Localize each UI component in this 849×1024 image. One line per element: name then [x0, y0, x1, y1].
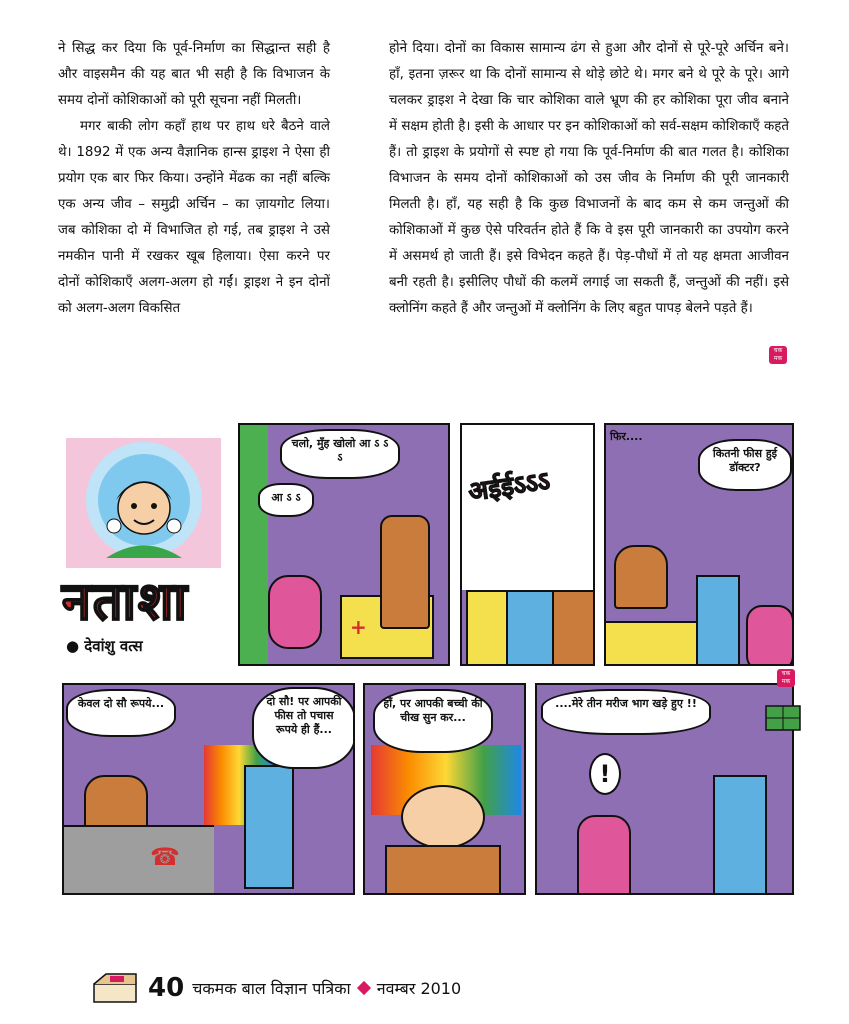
child-figure [466, 590, 508, 666]
child-figure [506, 590, 554, 666]
comic-panel-4 [62, 683, 355, 895]
dentist-figure [614, 545, 668, 609]
father-figure [713, 775, 767, 895]
scream-background [462, 425, 593, 590]
speech-bubble: चलो, मुँह खोलो आ ऽ ऽ ऽ [280, 429, 400, 479]
father-figure [244, 765, 294, 889]
natasha-figure [746, 605, 794, 666]
speech-bubble: दो सौ! पर आपकी फीस तो पचास रूपये ही हैं... [252, 687, 355, 769]
scream-text: अईईऽऽऽ [466, 466, 552, 508]
speech-bubble: आ ऽ ऽ [258, 483, 314, 517]
dentist-figure [385, 845, 501, 895]
natasha-portrait-icon [66, 438, 221, 568]
comic-panel-1 [238, 423, 450, 666]
father-figure [696, 575, 740, 666]
page-number: 40 [148, 973, 185, 1003]
speech-bubble: कितनी फीस हुई डॉक्टर? [698, 439, 792, 491]
desk [64, 825, 214, 895]
comic-panel-6 [535, 683, 794, 895]
article-column-right [389, 36, 789, 322]
caption: फिर.... [610, 430, 643, 443]
article-paragraph: होने दिया। दोनों का विकास सामान्य ढंग से हुआ और दोनों से पूरे-पूरे अर्चिन बने। हाँ, इतना ज़रूर था कि दोनों सामान्य से थोड़े छोटे थे। मगर बने थे पूरे के पूरे। आगे चलकर ड्राइश ने देखा कि चार कोशिका वाले भ्रूण की हर कोशिका पूरा जीव बनाने में सक्षम होती है। इसी के आधार पर इन कोशिकाओं को सर्व-सक्षम कोशिकाएँ कहते हैं। तो ड्राइश के प्रयोगों से स्पष्ट हो गया कि पूर्व-निर्माण की बात गलत है। कोशिका विभाजन के समय दोनों कोशिकाओं को उस जीव के निर्माण की पूरी जानकारी मिलती है। हाँ, यह सही है कि कुछ विभाजनों के बाद कम से कम जन्तुओं की कोशिकाओं में कुछ ऐसे परिवर्तन होते हैं कि वे इस पूरी जानकारी का उपयोग करने में असमर्थ हो जाती हैं। इसे विभेदन कहते हैं। पेड़-पौधों में तो यह क्षमता आजीवन बनी रहती है। इसीलिए पौधों की कलमें लगाई जा सकती हैं, जन्तुओं की नहीं। इसे क्लोनिंग कहते हैं और जन्तुओं में क्लोनिंग के लिए बहुत पापड़ बेलने पड़ते हैं। [389, 41, 789, 316]
door [240, 425, 268, 664]
comic-author: ● देवांशु वत्स [66, 637, 143, 655]
speech-bubble: केवल दो सौ रूपये... [66, 689, 176, 737]
comic-panel-3 [604, 423, 794, 666]
dentist-figure [380, 515, 430, 629]
chakmak-badge: चक मक [777, 669, 795, 687]
diamond-separator-icon [357, 981, 371, 995]
chakmak-end-badge: चक मक [769, 346, 787, 364]
article-column-left [58, 36, 330, 322]
red-cross-icon: + [350, 615, 367, 639]
article-paragraph: मगर बाकी लोग कहाँ हाथ पर हाथ धरे बैठने वाले थे। 1892 में एक अन्य वैज्ञानिक हान्स ड्राइश ने ऐसा ही प्रयोग एक बार फिर किया। उन्होंने मेंढक का नहीं बल्कि एक अन्य जीव – समुद्री अर्चिन – का ज़ायगोट लिया। जब कोशिका दो में विभाजित हो गई, तब ड्राइश ने उसे नमकीन पानी में रखकर खूब हिलाया। ऐसा करने पर दोनों कोशिकाएँ अलग-अलग हो गईं। ड्राइश ने इन दोनों को अलग-अलग विकसित [58, 119, 330, 316]
article-paragraph: ने सिद्ध कर दिया कि पूर्व-निर्माण का सिद्धान्त सही है और वाइसमैन की यह बात भी सही है कि विभाजन के समय दोनों कोशिकाओं को पूरी सूचना नहीं मिलती। [58, 41, 330, 108]
comic-panel-2 [460, 423, 595, 666]
page-footer [90, 968, 461, 1008]
child-figure [552, 590, 595, 666]
gift-box-icon [764, 700, 804, 734]
speech-bubble: हाँ, पर आपकी बच्ची की चीख सुन कर... [373, 689, 493, 753]
book-stack-icon [90, 970, 140, 1006]
dentist-head [401, 785, 485, 849]
natasha-figure [268, 575, 322, 649]
issue-date: नवम्बर 2010 [376, 979, 462, 998]
comic-title-panel [62, 436, 227, 661]
exclamation-bubble: ! [589, 753, 621, 795]
desk [606, 621, 696, 666]
comic-title: नताशा [62, 572, 189, 632]
telephone-icon: ☎ [150, 843, 180, 871]
magazine-name: चकमक बाल विज्ञान पत्रिका [192, 979, 351, 998]
comic-panel-5 [363, 683, 526, 895]
speech-bubble: ....मेरे तीन मरीज भाग खड़े हुए !! [541, 689, 711, 735]
natasha-figure [577, 815, 631, 895]
